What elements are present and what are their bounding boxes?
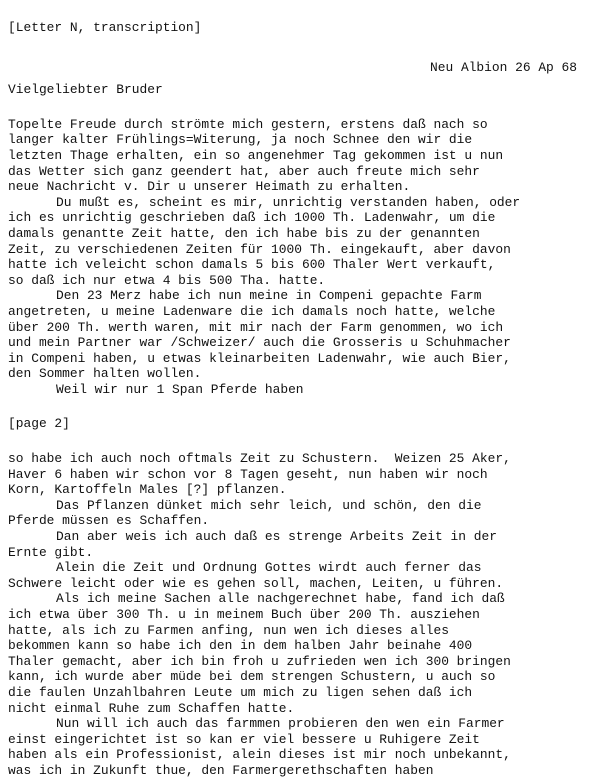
document-header: [Letter N, transcription]: [8, 20, 202, 35]
text-line: ich es unrichtig geschrieben daß ich 1000 Th. Ladenwahr, um die: [8, 210, 496, 226]
text-line: Thaler gemacht, aber ich bin froh u zufrieden wen ich 300 bringen: [8, 653, 511, 669]
dateline: Neu Albion 26 Ap 68: [430, 59, 577, 75]
text-line: Den 23 Merz habe ich nun meine in Compeni gepachte Farm: [56, 288, 482, 304]
text-line: angetreten, u meine Ladenware die ich damals noch hatte, welche: [8, 303, 496, 319]
text-line: Ernte gibt.: [8, 544, 94, 560]
text-line: hatte ich veleicht schon damals 5 bis 600 Thaler Wert verkauft,: [8, 257, 496, 273]
text-line: neue Nachricht v. Dir u unserer Heimath zu erhalten.: [8, 179, 411, 195]
text-line: über 200 Th. werth waren, mit mir nach der Farm genommen, wo ich: [8, 319, 504, 335]
text-line: Das Pflanzen dünket mich sehr leich, und schön, den die: [56, 497, 482, 513]
text-line: Pferde müssen es Schaffen.: [8, 513, 210, 529]
text-line: und mein Partner war /Schweizer/ auch die Grosseris u Schuhmacher: [8, 335, 511, 351]
text-line: damals genantte Zeit hatte, den ich habe bis zu der genannten: [8, 225, 480, 241]
text-line: so daß ich nur etwa 4 bis 500 Tha. hatte.: [8, 272, 326, 288]
text-line: in Compeni haben, u etwas kleinarbeiten Ladenwahr, wie auch Bier,: [8, 350, 511, 366]
text-line: nicht einmal Ruhe zum Schaffen hatte.: [8, 700, 295, 716]
text-line: bekommen kann so habe ich den in dem halben Jahr beinahe 400: [8, 638, 473, 654]
text-line: das Wetter sich ganz geendert hat, aber auch freute mich sehr: [8, 163, 480, 179]
salutation: Vielgeliebter Bruder: [8, 82, 163, 98]
text-line: was ich in Zukunft thue, den Farmergerethschaften haben: [8, 762, 434, 778]
text-line: langer kalter Frühlings=Witerung, ja noch Schnee den wir die: [8, 132, 473, 148]
text-line: Korn, Kartoffeln Males [?] pflanzen.: [8, 482, 287, 498]
text-line: Alein die Zeit und Ordnung Gottes wirdt auch ferner das: [56, 560, 482, 576]
text-line: Schwere leicht oder wie es gehen soll, machen, Leiten, u führen.: [8, 575, 504, 591]
text-line: den Sommer halten wollen.: [8, 366, 202, 382]
text-line: Du mußt es, scheint es mir, unrichtig verstanden haben, oder: [56, 194, 521, 210]
text-line: letzten Thage erhalten, ein so angenehmer Tag gekommen ist u nun: [8, 147, 504, 163]
text-line: Haver 6 haben wir schon vor 8 Tagen geseht, nun haben wir noch: [8, 466, 488, 482]
text-line: Topelte Freude durch strömte mich gestern, erstens daß nach so: [8, 116, 488, 132]
text-line: haben als ein Professionist, alein dieses ist mir noch unbekannt,: [8, 747, 511, 763]
text-line: kann, ich wurde aber müde bei dem strengen Schustern, u auch so: [8, 669, 496, 685]
letter-page: [8, 20, 593, 779]
text-line: ich etwa über 300 Th. u in meinem Buch über 200 Th. ausziehen: [8, 607, 480, 622]
text-line: Zeit, zu verschiedenen Zeiten für 1000 Th. eingekauft, aber davon: [8, 241, 511, 257]
text-line: Weil wir nur 1 Span Pferde haben: [56, 381, 304, 397]
text-line: Als ich meine Sachen alle nachgerechnet habe, fand ich daß: [56, 591, 505, 607]
text-line: Nun will ich auch das farmmen probieren den wen ein Farmer: [56, 716, 505, 732]
text-line: die faulen Unzahlbahren Leute um mich zu ligen sehen daß ich: [8, 684, 473, 700]
page-1-body: [8, 117, 593, 398]
text-line: hatte, als ich zu Farmen anfing, nun wen ich dieses alles: [8, 622, 449, 638]
text-line: Dan aber weis ich auch daß es strenge Arbeits Zeit in der: [56, 529, 497, 545]
text-line: einst eingerichtet ist so kan er viel bessere u Ruhigere Zeit: [8, 731, 480, 747]
page-marker: [page 2]: [8, 416, 70, 432]
text-line: so habe ich auch noch oftmals Zeit zu Schustern. Weizen 25 Aker,: [8, 451, 511, 467]
page-2-body: [8, 451, 593, 778]
